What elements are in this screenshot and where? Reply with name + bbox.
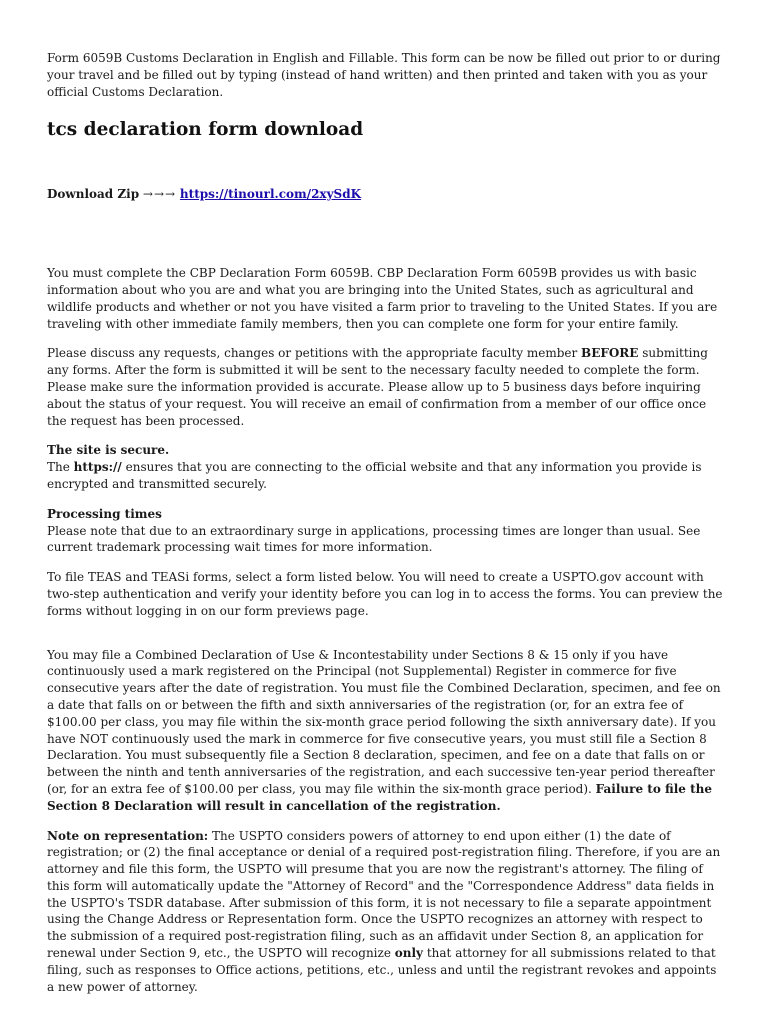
secure-paragraph (47, 442, 723, 492)
arrow-icons: →→→ (142, 187, 177, 202)
note-end: that attorney for all submissions related to that filing, such as responses to Office actions, petitions, etc., unless and until the registrant revokes and appoints a new power of attorney. (47, 946, 717, 994)
processing-paragraph (47, 506, 723, 556)
combined-text: You may file a Combined Declaration of Use & Incontestability under Sections 8 & 15 only if you have continuously used a mark registered on the Principal (not Supplemental) Register in commerce for five consecutive years after the date of registration. You must file the Combined Declaration, specimen, and fee on a date that falls on or between the fifth and sixth anniversaries of the registration (or, for an extra fee of $100.00 per class, you may file within the six-month grace period following the sixth anniversary date). If you have NOT continuously used the mark in commerce for five consecutive years, you must still file a Section 8 Declaration. You must subsequently file a Section 8 declaration, specimen, and fee on a date that falls on or between the ninth and tenth anniversaries of the registration, and each successive ten-year period thereafter (or, for an extra fee of $100.00 per class, you may file within the six-month grace period). (47, 647, 721, 796)
intro-paragraph: Form 6059B Customs Declaration in English and Fillable. This form can be now be filled out prior to or during your travel and be filled out by typing (instead of hand written) and then printed and taken with you as your official Customs Declaration. (47, 51, 721, 99)
requests-text-before: Please discuss any requests, changes or petitions with the appropriate faculty member (47, 346, 582, 361)
representation-paragraph (47, 828, 723, 996)
requests-text-after: submitting any forms. After the form is submitted it will be sent to the necessary faculty needed to complete the form. Please make sure the information provided is accurate. Please allow up to 5 business days before inquiring about the status of your request. You will receive an email of confirmation from a member of our office once the request has been processed. (47, 346, 708, 428)
download-label: Download Zip (47, 187, 140, 202)
download-line (47, 186, 723, 203)
note-only: only (394, 946, 424, 961)
secure-heading: The site is secure. (47, 443, 170, 458)
requests-paragraph (47, 345, 723, 429)
requests-bold: BEFORE (581, 346, 639, 361)
page-title: tcs declaration form download (47, 119, 364, 141)
secure-prefix: The (47, 460, 74, 475)
processing-heading: Processing times (47, 506, 162, 521)
processing-text: Please note that due to an extraordinary surge in applications, processing times are longer than usual. See current trademark processing wait times for more information. (47, 523, 701, 555)
secure-bold: https:// (73, 460, 122, 475)
combined-declaration-paragraph (47, 647, 723, 815)
note-text: The USPTO considers powers of attorney to end upon either (1) the date of registration; or (2) the final acceptance or denial of a required post-registration filing. Therefore, if you are an attorney and file this form, the USPTO will presume that you are now the registrant's attorney. The filing of this form will automatically update the "Attorney of Record" and the "Correspondence Address" data fields in the USPTO's TSDR database. After submission of this form, it is not necessary to file a separate appointment using the Change Address or Representation form. Once the USPTO recognizes an attorney with respect to the submission of a required post-registration filing, such as an affidavit under Section 8, an application for renewal under Section 9, etc., the USPTO will recognize (47, 828, 721, 961)
download-link[interactable]: https://tinourl.com/2xySdK (179, 187, 362, 202)
combined-bold: Failure to file the Section 8 Declaration will result in cancellation of the registration. (47, 781, 713, 813)
note-bold: Note on representation: (47, 828, 209, 843)
secure-text: ensures that you are connecting to the official website and that any information you provide is encrypted and transmitted securely. (47, 460, 702, 491)
cbp-paragraph: You must complete the CBP Declaration Form 6059B. CBP Declaration Form 6059B provides us with basic information about who you are and what you are bringing into the United States, such as agricultural and wildlife products and whether or not you have visited a farm prior to traveling to the United States. If you are traveling with other immediate family members, then you can complete one form for your entire family. (47, 266, 718, 331)
teas-paragraph: To file TEAS and TEASi forms, select a form listed below. You will need to create a USPTO.gov account with two-step authentication and verify your identity before you can log in to access the forms. You can preview the forms without logging in on our form previews page. (47, 570, 723, 618)
